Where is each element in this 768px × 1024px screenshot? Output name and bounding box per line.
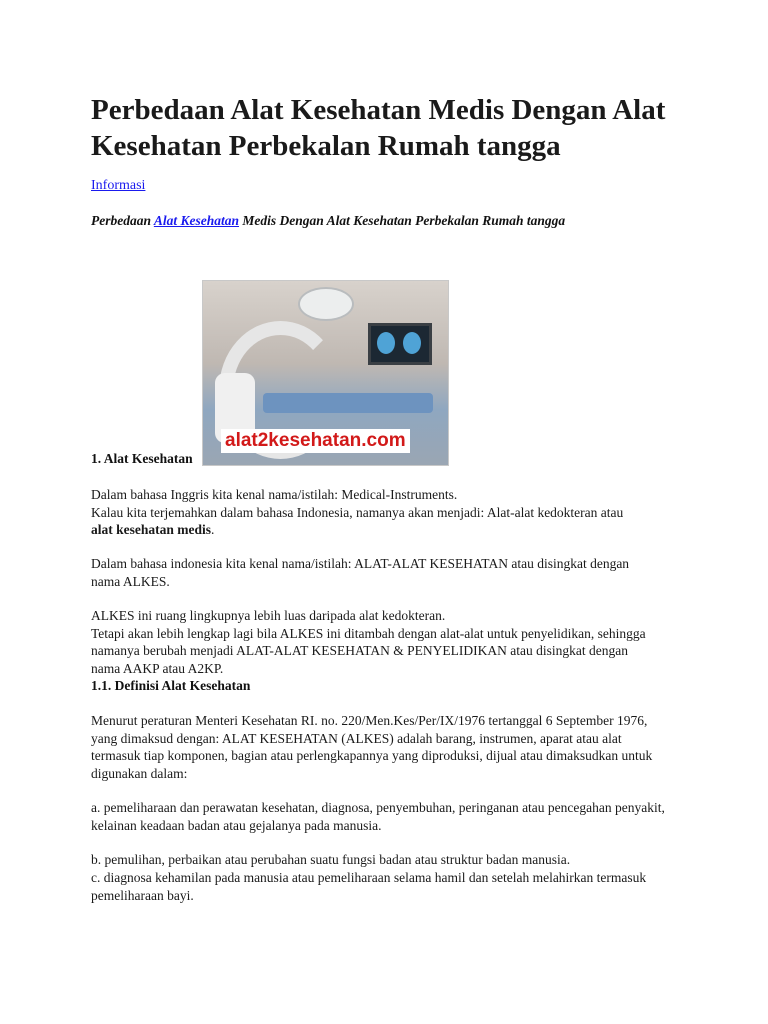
hero-image bbox=[202, 280, 449, 466]
section-heading-1: 1. Alat Kesehatan bbox=[91, 451, 193, 466]
p3-line2: Tetapi akan lebih lengkap lagi bila ALKES ini ditambah dengan alat-alat untuk penyelidikan, sehingga namanya berubah menjadi ALAT-ALAT KESEHATAN & PENYELIDIKAN atau disingkat dengan nama AAKP atau A2KP. bbox=[91, 625, 646, 676]
list-item-c: c. diagnosa kehamilan pada manusia atau pemeliharaan selama hamil dan setelah melahirkan termasuk pemeliharaan bayi. bbox=[91, 870, 647, 903]
paragraph-3 bbox=[91, 607, 656, 677]
subtitle-suffix: Medis Dengan Alat Kesehatan Perbekalan Rumah tangga bbox=[239, 213, 566, 228]
p1-bold: alat kesehatan medis bbox=[91, 522, 212, 537]
list-item-a: a. pemeliharaan dan perawatan kesehatan, diagnosa, penyembuhan, peringanan atau pencegahan penyakit, kelainan keadaan badan atau gejalanya pada manusia. bbox=[91, 800, 665, 833]
paragraph-1 bbox=[91, 486, 691, 539]
category-link[interactable]: Informasi bbox=[91, 178, 146, 193]
subtitle-prefix: Perbedaan bbox=[91, 213, 154, 228]
surgical-lamp-shape bbox=[298, 287, 354, 321]
p1-end: . bbox=[211, 522, 215, 537]
section-heading-1-1: 1.1. Definisi Alat Kesehatan bbox=[91, 678, 251, 693]
p1-line2: Kalau kita terjemahkan dalam bahasa Indonesia, namanya akan menjadi: Alat-alat kedokteran atau bbox=[91, 504, 624, 520]
p1-line1: Dalam bahasa Inggris kita kenal nama/istilah: Medical-Instruments. bbox=[91, 487, 458, 502]
paragraph-2: Dalam bahasa indonesia kita kenal nama/istilah: ALAT-ALAT KESEHATAN atau disingkat dengan nama ALKES. bbox=[91, 556, 630, 589]
article-title: Perbedaan Alat Kesehatan Medis Dengan Alat Kesehatan Perbekalan Rumah tangga bbox=[91, 94, 666, 162]
p3-line1: ALKES ini ruang lingkupnya lebih luas daripada alat kedokteran. bbox=[91, 608, 446, 623]
article-subtitle bbox=[91, 213, 711, 229]
monitor-shape bbox=[368, 323, 432, 365]
subtitle-link[interactable]: Alat Kesehatan bbox=[153, 213, 240, 228]
paragraph-4: Menurut peraturan Menteri Kesehatan RI. no. 220/Men.Kes/Per/IX/1976 tertanggal 6 September 1976, yang dimaksud dengan: ALAT KESEHATAN (ALKES) adalah barang, instrumen, aparat atau alat termasuk tiap komponen, bagian atau perlengkapannya yang diproduksi, dijual atau dimaksudkan untuk digunakan dalam: bbox=[91, 713, 653, 781]
list-item-b: b. pemulihan, perbaikan atau perubahan suatu fungsi badan atau struktur badan manusia. bbox=[91, 852, 571, 867]
image-watermark: alat2kesehatan.com bbox=[221, 429, 410, 453]
operating-table-shape bbox=[263, 393, 433, 413]
